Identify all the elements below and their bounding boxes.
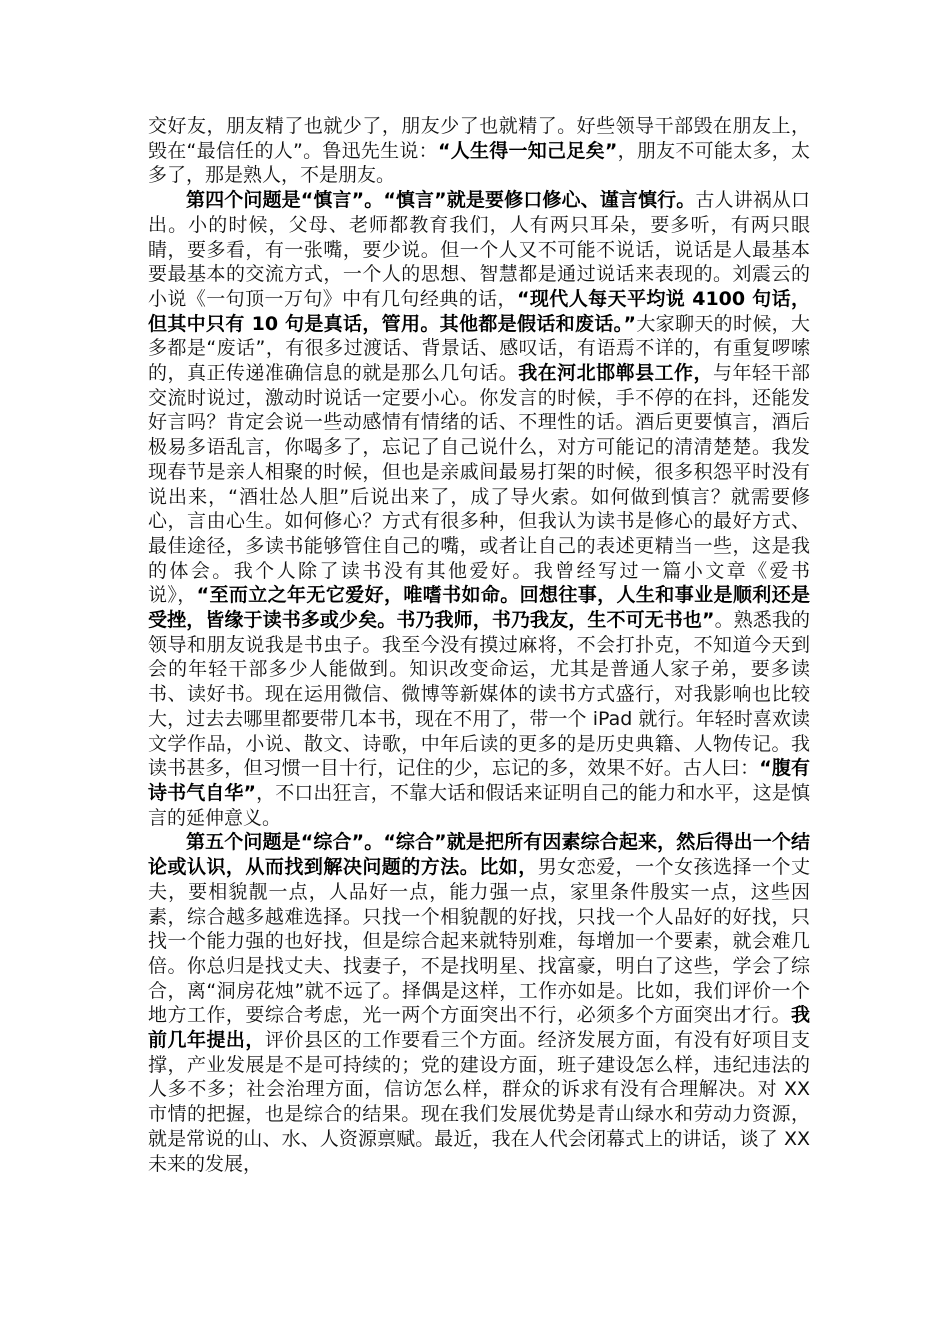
document-body	[148, 114, 810, 1176]
bold-text-run: “现代人每天平均说 4100 句话，但其中只有 10 句是真话，管用。其他都是假话和废话。”	[148, 287, 810, 335]
bold-text-run: “腹有诗书气自华”	[148, 757, 810, 804]
text-run: 大家聊天的时候，大多都是“废话”，有很多过渡话、背景话、感叹话，有语焉不详的，有重复啰嗦的，真正传递准确信息的就是那么几句话。	[148, 312, 810, 385]
bold-text-run: 我在河北邯郸县工作，	[518, 362, 714, 385]
bold-text-run: “人生得一知己足矣”	[437, 139, 618, 162]
text-run: 与年轻干部交流时说过，激动时说话一定要小心。你发言的时候，手不停的在抖，还能发好言吗？肯定会说一些动感情有情绪的话、不理性的话。酒后更要慎言，酒后极易多语乱言，你喝多了，忘记了自己说什么，对方可能记的清清楚楚。我发现春节是亲人相聚的时候，但也是亲戚间最易打架的时候，很多积怨平时没有说出来，“酒壮怂人胆”后说出来了，成了导火索。如何做到慎言？就需要修心，言由心生。如何修心？方式有很多种，但我认为读书是修心的最好方式、最佳途径，多读书能够管住自己的嘴，或者让自己的表述更精当一些，这是我的体会。我个人除了读书没有其他爱好。我曾经写过一篇小文章《爱书说》，	[148, 362, 810, 607]
paragraph-question-five	[148, 830, 810, 1176]
text-run: 男女恋爱，一个女孩选择一个丈夫，要相貌靓一点，人品好一点，能力强一点，家里条件殷实一点，这些因素，综合越多越难选择。只找一个相貌靓的好找，只找一个人品好的好找，只找一个能力强的也好找，但是综合起来就特别难，每增加一个要素，就会难几倍。你总归是找丈夫、找妻子，不是找明星、找富豪，明白了这些，学会了综合，离“洞房花烛”就不远了。择偶是这样，工作亦如是。比如，我们评价一个地方工作，要综合考虑，光一两个方面突出不行，必须多个方面突出才行。	[148, 856, 810, 1027]
text-run: ，不口出狂言，不靠大话和假话来证明自己的能力和水平，这是慎言的延伸意义。	[148, 781, 810, 829]
text-run: 评价县区的工作要看三个方面。经济发展方面，有没有好项目支撑，产业发展是不是可持续的；党的建设方面，班子建设怎么样，违纪违法的人多不多；社会治理方面，信访怎么样，群众的诉求有没有合理解决。对 XX 市情的把握，也是综合的结果。现在我们发展优势是青山绿水和劳动力资源，就是常说的山、水、人资源禀赋。最近，我在人代会闭幕式上的讲话，谈了 XX 未来的发展，	[148, 1029, 810, 1175]
bold-text-run: 第四个问题是“慎言”。“慎言”就是要修口修心、谨言慎行。	[186, 189, 696, 212]
bold-text-run: “至而立之年无它爱好，唯嗜书如命。回想往事，人生和事业是顺利还是受挫，皆缘于读书多或少矣。书乃我师，书乃我友，生不可无书也”	[148, 584, 810, 632]
text-run: 。熟悉我的领导和朋友说我是书虫子。我至今没有摸过麻将，不会打扑克，不知道今天到会的年轻干部多少人能做到。知识改变命运，尤其是普通人家子弟，要多读书、读好书。现在运用微信、微博等新媒体的读书方式盛行，对我影响也比较大，过去去哪里都要带几本书，现在不用了，带一个 iPad 就行。年轻时喜欢读文学作品，小说、散文、诗歌，中年后读的更多的是历史典籍、人物传记。我读书甚多，但习惯一目十行，记住的少，忘记的多，效果不好。古人曰：	[148, 609, 810, 780]
paragraph-friends	[148, 114, 810, 188]
text-run: ，朋友不可能太多，太多了，那是熟人，不是朋友。	[148, 139, 810, 187]
text-run: 交好友，朋友精了也就少了，朋友少了也就精了。好些领导干部毁在朋友上，毁在“最信任的人”。鲁迅先生说：	[148, 115, 810, 162]
bold-text-run: 我前几年提出，	[148, 1004, 810, 1052]
bold-text-run: 第五个问题是“综合”。“综合”就是把所有因素综合起来，然后得出一个结论或认识，从而找到解决问题的方法。比如，	[148, 831, 810, 879]
text-run: 古人讲祸从口出。小的时候，父母、老师都教育我们，人有两只耳朵，要多听，有两只眼睛，要多看，有一张嘴，要少说。但一个人又不可能不说话，说话是人最基本要最基本的交流方式，一个人的思想、智慧都是通过说话来表现的。刘震云的小说《一句顶一万句》中有几句经典的话，	[148, 189, 810, 310]
paragraph-question-four	[148, 188, 810, 830]
